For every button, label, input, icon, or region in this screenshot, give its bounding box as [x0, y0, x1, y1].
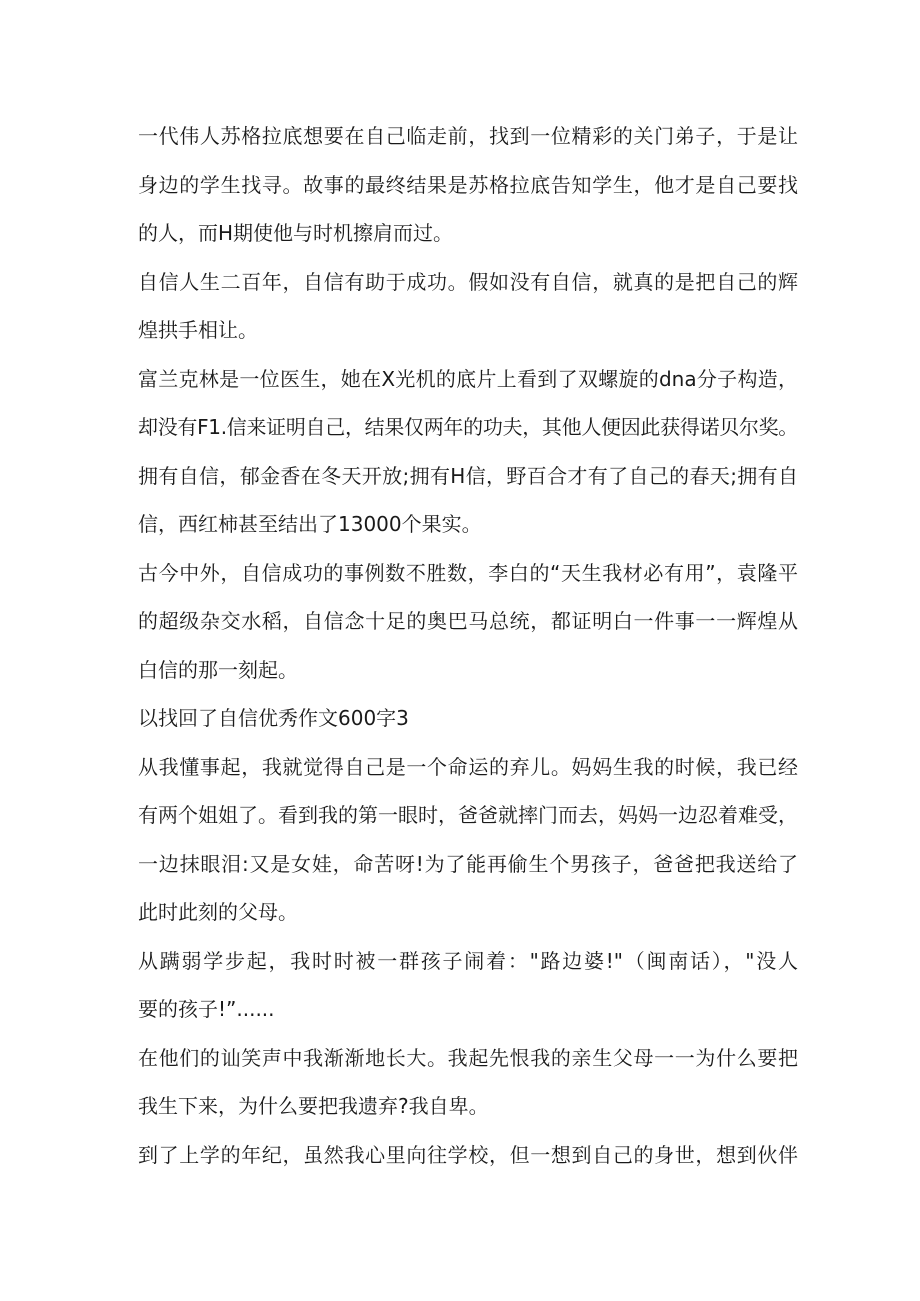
text-line: 身边的学生找寻。故事的最终结果是苏格拉底告知学生，他才是自己要找	[138, 172, 798, 197]
text-line: 要的孩子!”......	[138, 997, 275, 1021]
text-line: 一边抹眼泪:又是女娃，命苦呀!为了能再偷生个男孩子，爸爸把我送给了	[138, 851, 798, 876]
text-line: 的人，而H期使他与时机擦肩而过。	[138, 221, 454, 245]
text-line: 以找回了自信优秀作文600字3	[138, 706, 409, 730]
text-line: 富兰克林是一位医生，她在X光机的底片上看到了双螺旋的dna分子构造，	[138, 366, 798, 391]
text-line: 此时此刻的父母。	[138, 900, 298, 924]
text-line: 到了上学的年纪，虽然我心里向往学校，但一想到自己的身世，想到伙伴	[138, 1142, 798, 1167]
text-line: 信，西红柿甚至结出了13000个果实。	[138, 512, 482, 536]
text-line: 自信人生二百年，自信有助于成功。假如没有自信，就真的是把自己的辉	[138, 269, 798, 294]
text-line: 在他们的讪笑声中我渐渐地长大。我起先恨我的亲生父母一一为什么要把	[138, 1045, 798, 1070]
essay-body	[138, 112, 798, 1179]
text-line: 有两个姐姐了。看到我的第一眼时，爸爸就摔门而去，妈妈一边忍着难受，	[138, 803, 798, 827]
text-line: 一代伟人苏格拉底想要在自己临走前，找到一位精彩的关门弟子，于是让	[138, 124, 798, 148]
text-line: 从蹒弱学步起，我时时被一群孩子闹着："路边婆!"（闽南话），"没人	[138, 948, 798, 973]
text-line: 白信的那一刻起。	[138, 657, 298, 682]
text-line: 从我懂事起，我就觉得自己是一个命运的弃儿。妈妈生我的时候，我已经	[138, 754, 798, 779]
text-line: 的超级杂交水稻，自信念十足的奥巴马总统，都证明白一件事一一辉煌从	[138, 609, 798, 633]
text-line: 煌拱手相让。	[138, 318, 258, 342]
text-line: 古今中外，自信成功的事例数不胜数，李白的“天生我材必有用”，袁隆平	[138, 560, 798, 585]
text-line: 拥有自信，郁金香在冬天开放;拥有H信，野百合才有了自己的春天;拥有自	[138, 463, 798, 488]
text-line: 却没有F1.信来证明自己，结果仅两年的功夫，其他人便因此获得诺贝尔奖。	[138, 415, 798, 439]
text-line: 我生下来，为什么要把我遗弃?我自卑。	[138, 1094, 489, 1118]
